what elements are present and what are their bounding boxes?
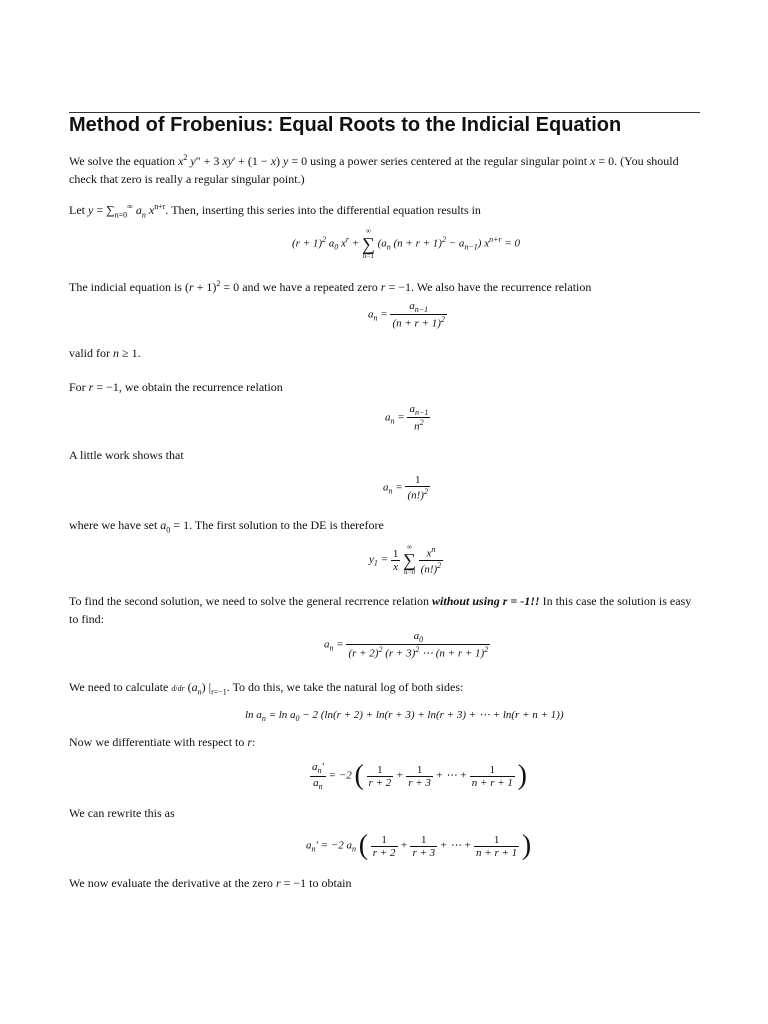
- differentiate-text: Now we differentiate with respect to r:: [69, 735, 256, 749]
- rewrite-text: We can rewrite this as: [69, 806, 175, 820]
- intro-paragraph: We solve the equation $x^2$ y" + 3 xy' + (1 − x) y = 0 using a power series centered at the regular singular point x = 0. (You should check that zero is really a regular singular point.): [69, 153, 679, 186]
- for-r-text: For r = −1, we obtain the recurrence relation: [69, 380, 283, 394]
- general-an: $a_n$ = $\frac{a_0}{(r + 2)^2 (r + 3)^2 \cdots (n + r + 1)^2}$: [324, 630, 489, 660]
- log-equation: $\ln a_n = \ln a_0 - 2$ (ln(r + 2) + ln(r + 3) + ln(r + 3) + ⋯ + ln(r + n + 1)): [245, 709, 564, 724]
- second-solution-text: To find the second solution, we need to solve the general recrrence relation without using r = -1!! In this case the solution is easy to find:: [69, 594, 692, 626]
- series-paragraph: Let $y = \sum_{n=0}^\infty$ $a_n$ $x^{n+r}$. Then, inserting this series into the differential equation results in: [69, 202, 481, 220]
- derivative-equation: $\frac{a_n'}{a_n}$ = −2 ( $\frac{1}{r + 2}$ + $\frac{1}{r + 3}$ + ⋯ + $\frac{1}{n + r + 1}$ ): [312, 760, 527, 791]
- recurrence-equation: $a_n$ = $\frac{a_{n-1}}{(n + r + 1)^2}$: [368, 300, 445, 330]
- indicial-paragraph: The indicial equation is $(r + 1)^2 = 0$ and we have a repeated zero r = −1. We also have the recurrence relation: [69, 279, 592, 294]
- page-title: Method of Frobenius: Equal Roots to the Indicial Equation: [69, 114, 622, 136]
- rewritten-derivative: $a_n' = -2$ $a_n$ ( $\frac{1}{r + 2}$ + $\frac{1}{r + 3}$ + ⋯ + $\frac{1}{n + r + 1}$ ): [306, 830, 532, 861]
- little-work-text: A little work shows that: [69, 448, 184, 462]
- recurrence-r-minus-one: $a_n$ = $\frac{a_{n-1}}{n^2}$: [385, 403, 429, 433]
- first-solution: $y_1$ = $\frac{1}{x}$ ∞ ∑ n=0 $\frac{x^n}{(n!)^2}$: [369, 543, 442, 576]
- evaluate-text: We now evaluate the derivative at the zero r = −1 to obtain: [69, 876, 352, 890]
- calculate-text: We need to calculate d/dr $(a_n)$ $|_{r=-1}$. To do this, we take the natural log of both sides:: [69, 680, 464, 697]
- where-text: where we have set $a_0 = 1$. The first solution to the DE is therefore: [69, 518, 384, 535]
- series-equation: $(r + 1)^2$ $a_0$ $x^r$ + ∞ ∑ n=1 ($a_n$ $(n + r + 1)^2 - a_{n-1}$) $x^{n+r} = 0$: [292, 227, 521, 260]
- an-closed-form: $a_n$ = $\frac{1}{(n!)^2}$: [383, 474, 428, 502]
- valid-text: valid for n ≥ 1.: [69, 346, 141, 360]
